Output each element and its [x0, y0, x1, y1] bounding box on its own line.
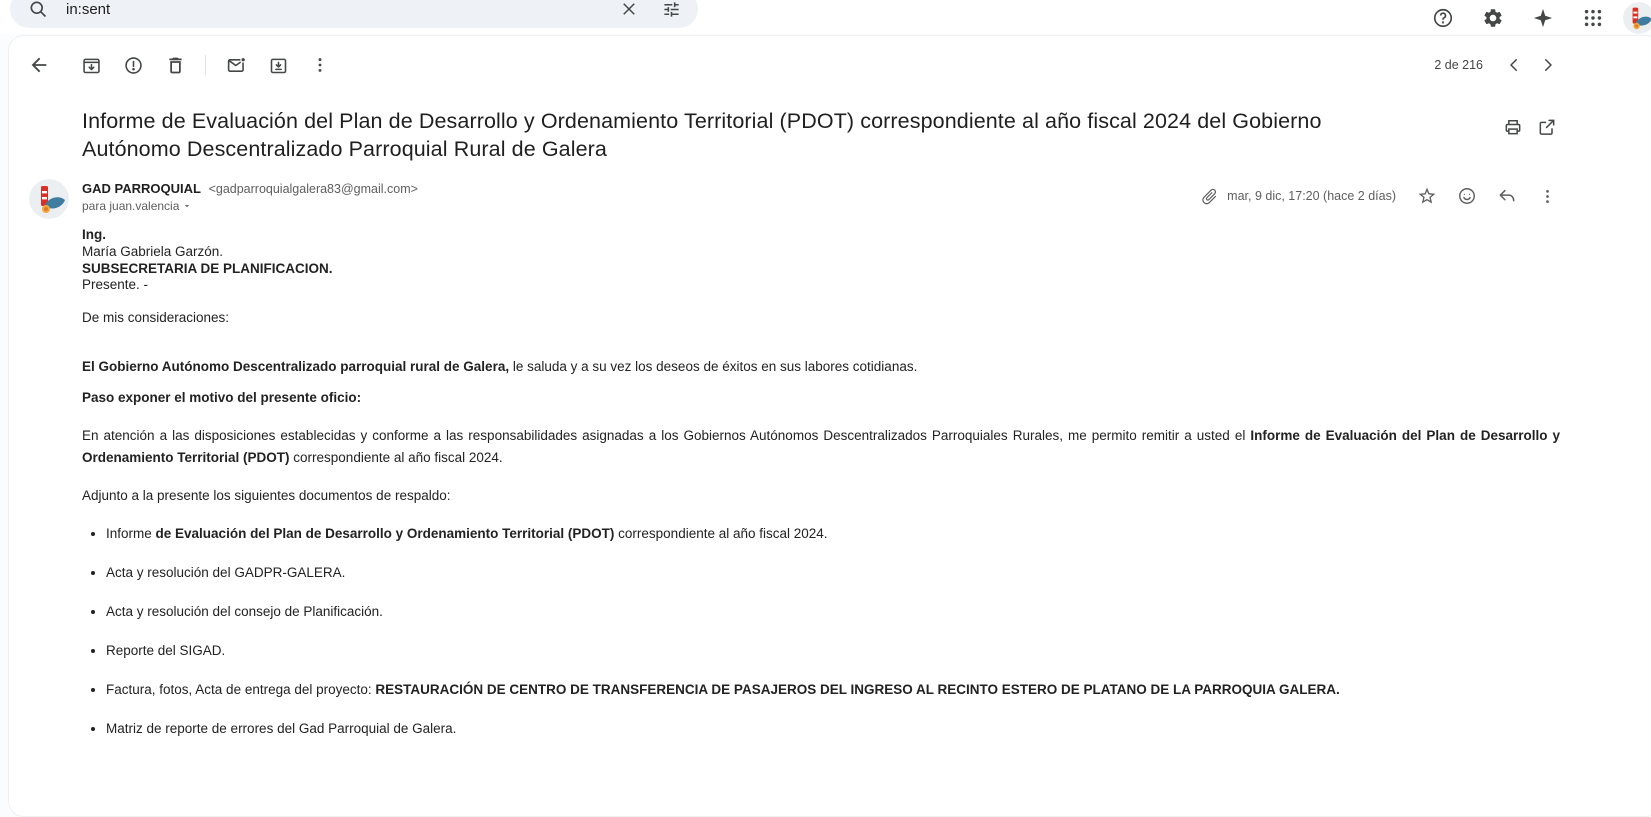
move-to-icon — [268, 55, 289, 76]
back-arrow-icon — [28, 54, 50, 76]
app-header — [0, 0, 1651, 34]
salutation-line: Ing. — [82, 227, 106, 242]
mark-unread-button[interactable] — [216, 45, 256, 85]
older-email-button[interactable] — [1531, 48, 1565, 82]
email-body — [9, 219, 1651, 777]
toolbar-divider — [205, 55, 206, 75]
sender-email: <gadparroquialgalera83@gmail.com> — [208, 182, 418, 196]
salutation-line: María Gabriela Garzón. — [82, 243, 224, 259]
attachments-list — [82, 525, 1560, 737]
body-paragraph: Paso exponer el motivo del presente oficio: — [82, 390, 362, 406]
emoji-reaction-button[interactable] — [1450, 179, 1484, 213]
more-vertical-icon — [310, 55, 330, 75]
open-in-new-icon — [1537, 117, 1557, 137]
reply-arrow-icon — [1497, 186, 1517, 206]
more-vertical-icon — [1538, 187, 1557, 206]
advanced-search-button[interactable] — [654, 0, 688, 26]
search-bar[interactable] — [10, 0, 698, 28]
sender-name: GAD PARROQUIAL — [82, 181, 201, 196]
apps-button[interactable] — [1573, 0, 1613, 38]
print-icon — [1503, 117, 1523, 137]
chevron-left-icon — [1505, 56, 1523, 74]
archive-button[interactable] — [71, 45, 111, 85]
report-spam-icon — [123, 55, 144, 76]
salutation-line: SUBSECRETARIA DE PLANIFICACION. — [82, 260, 333, 276]
body-paragraph: El Gobierno Autónomo Descentralizado parroquial rural de Galera, le saluda y a su vez los deseos de éxitos en sus labores cotidianas. — [82, 359, 918, 375]
email-date: mar, 9 dic, 17:20 (hace 2 días) — [1227, 189, 1396, 203]
delete-trash-icon — [165, 55, 186, 76]
salutation-block — [82, 227, 1560, 294]
list-item: • Reporte del SIGAD. — [106, 642, 1560, 659]
list-item: • Acta y resolución del consejo de Planificación. — [106, 603, 1560, 620]
emoji-smile-icon — [1457, 186, 1477, 206]
star-button[interactable] — [1410, 179, 1444, 213]
print-button[interactable] — [1496, 110, 1530, 144]
sender-avatar-logo-icon — [29, 179, 69, 219]
email-subject: Informe de Evaluación del Plan de Desarrollo y Ordenamiento Territorial (PDOT) correspondiente al año fiscal 2024 del Gobierno Autónomo Descentralizado Parroquial Rural de Galera — [82, 109, 1322, 161]
mail-toolbar — [9, 36, 1651, 94]
archive-icon — [81, 55, 102, 76]
caret-down-icon — [182, 201, 192, 211]
star-outline-icon — [1417, 186, 1437, 206]
body-paragraph: Adjunto a la presente los siguientes documentos de respaldo: — [82, 488, 451, 504]
list-item: • Informe de Evaluación del Plan de Desarrollo y Ordenamiento Territorial (PDOT) correspondiente al año fiscal 2024. — [106, 525, 1560, 542]
mark-unread-icon — [226, 55, 247, 76]
clear-search-button[interactable] — [612, 0, 646, 26]
search-icon — [28, 0, 48, 19]
list-item: • Acta y resolución del GADPR-GALERA. — [106, 564, 1560, 581]
gemini-sparkle-icon — [1532, 7, 1554, 29]
more-options-button[interactable] — [300, 45, 340, 85]
list-item: • Factura, fotos, Acta de entrega del proyecto: RESTAURACIÓN DE CENTRO DE TRANSFERENCIA DE PASAJEROS DEL INGRESO AL RECINTO ESTERO DE PLATANO DE LA PARROQUIA GALERA. — [106, 681, 1560, 698]
reply-button[interactable] — [1490, 179, 1524, 213]
salutation-line: Presente. - — [82, 277, 149, 293]
mail-card — [8, 35, 1651, 817]
message-more-button[interactable] — [1530, 179, 1564, 213]
delete-button[interactable] — [155, 45, 195, 85]
report-spam-button[interactable] — [113, 45, 153, 85]
greeting-paragraph: De mis consideraciones: — [82, 310, 230, 326]
move-to-button[interactable] — [258, 45, 298, 85]
tune-icon — [662, 0, 681, 19]
profile-avatar[interactable] — [1623, 2, 1651, 34]
help-button[interactable] — [1423, 0, 1463, 38]
pagination-counter: 2 de 216 — [1434, 58, 1483, 72]
body-paragraph: En atención a las disposiciones establecidas y conforme a las responsabilidades asignadas a los Gobiernos Autónomos Descentralizados Parroquiales Rurales, me permito remitir a usted el Informe de Evaluación del Plan de Desarrollo y Ordenamiento Territorial (PDOT) correspondiente al año fiscal 2024. — [82, 428, 1561, 466]
help-icon — [1432, 7, 1454, 29]
settings-button[interactable] — [1473, 0, 1513, 38]
gemini-button[interactable] — [1523, 0, 1563, 38]
newer-email-button[interactable] — [1497, 48, 1531, 82]
back-button[interactable] — [19, 45, 59, 85]
profile-avatar-logo-icon — [1623, 2, 1651, 34]
settings-gear-icon — [1482, 7, 1504, 29]
attachment-paperclip-icon — [1200, 187, 1219, 206]
chevron-right-icon — [1539, 56, 1557, 74]
list-item: • Matriz de reporte de errores del Gad Parroquial de Galera. — [106, 720, 1560, 737]
search-input[interactable] — [66, 1, 612, 18]
sender-avatar[interactable] — [29, 179, 69, 219]
recipient-dropdown[interactable] — [82, 199, 192, 213]
recipient-label: para juan.valencia — [82, 199, 180, 213]
open-in-new-button[interactable] — [1530, 110, 1564, 144]
apps-grid-icon — [1582, 7, 1604, 29]
sender-row — [9, 163, 1651, 219]
